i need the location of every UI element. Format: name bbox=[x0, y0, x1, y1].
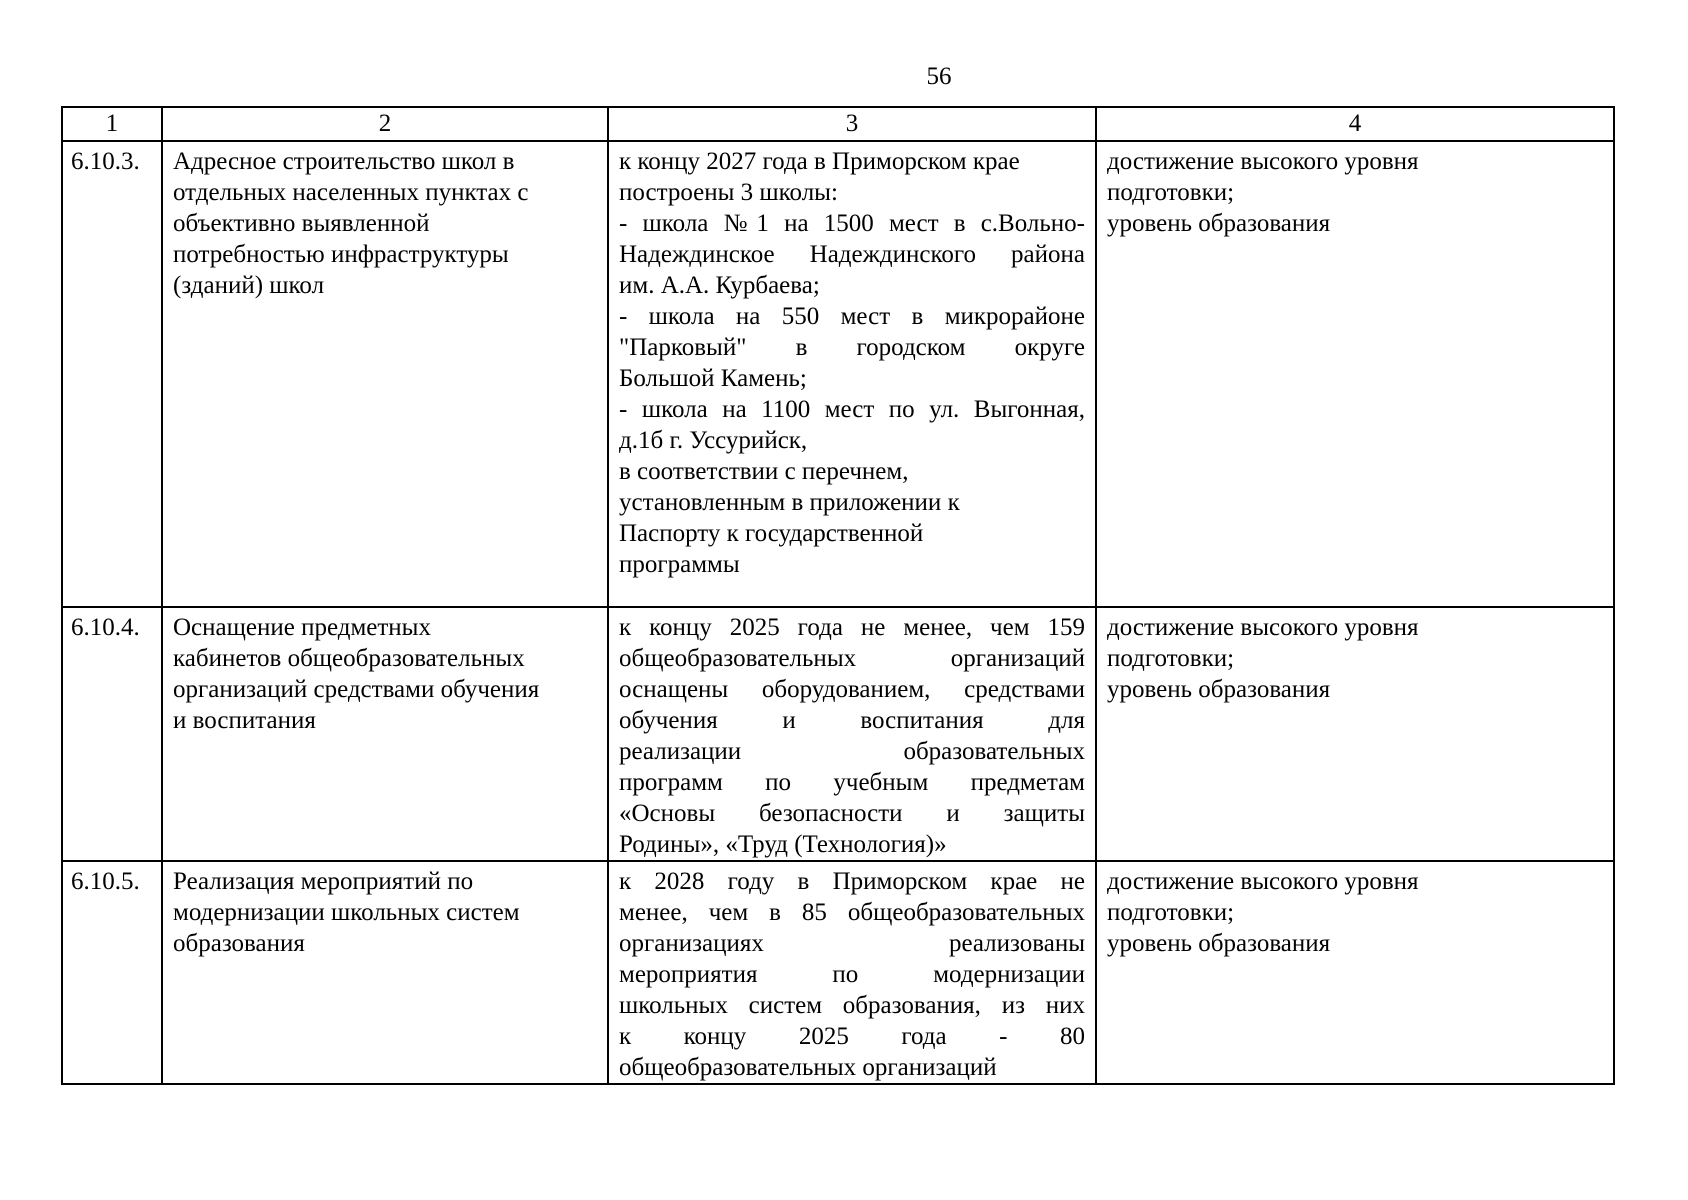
cell-text-line: организациях реализованы bbox=[619, 930, 1085, 957]
measure-name bbox=[162, 861, 608, 1084]
measure-effect bbox=[1096, 861, 1614, 1084]
table-row bbox=[62, 141, 1614, 607]
cell-text-line: уровень образования bbox=[1107, 930, 1331, 957]
measure-result bbox=[608, 141, 1096, 607]
measure-name bbox=[162, 607, 608, 861]
cell-text-line: общеобразовательных организаций bbox=[619, 1054, 997, 1081]
cell-text-line: им. А.А. Курбаева; bbox=[619, 272, 820, 299]
cell-text-line: в соответствии с перечнем, bbox=[619, 458, 909, 485]
cell-text-line: достижение высокого уровня bbox=[1107, 614, 1419, 641]
cell-text-line: кабинетов общеобразовательных bbox=[173, 645, 525, 672]
table-row bbox=[62, 861, 1614, 1084]
measure-number: 6.10.3. bbox=[62, 141, 162, 607]
cell-text-line: подготовки; bbox=[1107, 179, 1235, 206]
cell-text-line: к 2028 году в Приморском крае не bbox=[619, 868, 1085, 895]
measure-result bbox=[608, 607, 1096, 861]
cell-text-line: к концу 2025 года - 80 bbox=[619, 1023, 1085, 1050]
cell-text-line: программы bbox=[619, 551, 740, 578]
cell-text-line: к концу 2025 года не менее, чем 159 bbox=[619, 614, 1085, 641]
cell-text-line: подготовки; bbox=[1107, 899, 1235, 926]
cell-text-line: достижение высокого уровня bbox=[1107, 868, 1419, 895]
cell-text-line: организаций средствами обучения bbox=[173, 676, 540, 703]
table-header-row bbox=[62, 107, 1614, 141]
cell-text-line: отдельных населенных пунктах с bbox=[173, 179, 529, 206]
cell-text-line: Оснащение предметных bbox=[173, 614, 431, 641]
header-cell-2: 2 bbox=[162, 107, 608, 141]
cell-text-line: Реализация мероприятий по bbox=[173, 868, 474, 895]
cell-text-line: менее, чем в 85 общеобразовательных bbox=[619, 899, 1085, 926]
cell-text-line: - школа №1 на 1500 мест в с.Вольно- bbox=[619, 210, 1085, 237]
measure-effect bbox=[1096, 607, 1614, 861]
page-number: 56 bbox=[926, 63, 952, 90]
cell-text-line: реализации образовательных bbox=[619, 738, 1085, 765]
cell-text-line: уровень образования bbox=[1107, 210, 1331, 237]
cell-text-line: д.1б г. Уссурийск, bbox=[619, 427, 808, 454]
cell-text-line: - школа на 550 мест в микрорайоне bbox=[619, 303, 1085, 330]
cell-text-line: (зданий) школ bbox=[173, 272, 325, 299]
cell-text-line: Надеждинское Надеждинского района bbox=[619, 241, 1085, 268]
cell-text-line: - школа на 1100 мест по ул. Выгонная, bbox=[619, 396, 1085, 423]
measure-number: 6.10.5. bbox=[62, 861, 162, 1084]
cell-text-line: потребностью инфраструктуры bbox=[173, 241, 509, 268]
cell-text-line: оснащены оборудованием, средствами bbox=[619, 676, 1085, 703]
measure-result bbox=[608, 861, 1096, 1084]
cell-text-line: Паспорту к государственной bbox=[619, 520, 924, 547]
cell-text-line: Родины», «Труд (Технология)» bbox=[619, 831, 947, 858]
header-cell-4: 4 bbox=[1096, 107, 1614, 141]
cell-text-line: объективно выявленной bbox=[173, 210, 430, 237]
measures-table bbox=[61, 106, 1615, 1085]
cell-text-line: Адресное строительство школ в bbox=[173, 148, 515, 175]
cell-text-line: программ по учебным предметам bbox=[619, 769, 1085, 796]
cell-text-line: мероприятия по модернизации bbox=[619, 961, 1085, 988]
cell-text-line: достижение высокого уровня bbox=[1107, 148, 1419, 175]
cell-text-line: построены 3 школы: bbox=[619, 179, 838, 206]
cell-text-line: к концу 2027 года в Приморском крае bbox=[619, 148, 1020, 175]
cell-text-line: уровень образования bbox=[1107, 676, 1331, 703]
cell-text-line: "Парковый" в городском округе bbox=[619, 334, 1085, 361]
cell-text-line: обучения и воспитания для bbox=[619, 707, 1085, 734]
measure-number: 6.10.4. bbox=[62, 607, 162, 861]
measure-effect bbox=[1096, 141, 1614, 607]
cell-text-line: модернизации школьных систем bbox=[173, 899, 520, 926]
cell-text-line: общеобразовательных организаций bbox=[619, 645, 1085, 672]
cell-text-line: установленным в приложении к bbox=[619, 489, 960, 516]
cell-text-line: Большой Камень; bbox=[619, 365, 807, 392]
measure-name bbox=[162, 141, 608, 607]
table-row bbox=[62, 607, 1614, 861]
header-cell-1: 1 bbox=[62, 107, 162, 141]
cell-text-line: образования bbox=[173, 930, 305, 957]
header-cell-3: 3 bbox=[608, 107, 1096, 141]
cell-text-line: «Основы безопасности и защиты bbox=[619, 800, 1085, 827]
cell-text-line: и воспитания bbox=[173, 707, 316, 734]
cell-text-line: школьных систем образования, из них bbox=[619, 992, 1085, 1019]
cell-text-line: подготовки; bbox=[1107, 645, 1235, 672]
